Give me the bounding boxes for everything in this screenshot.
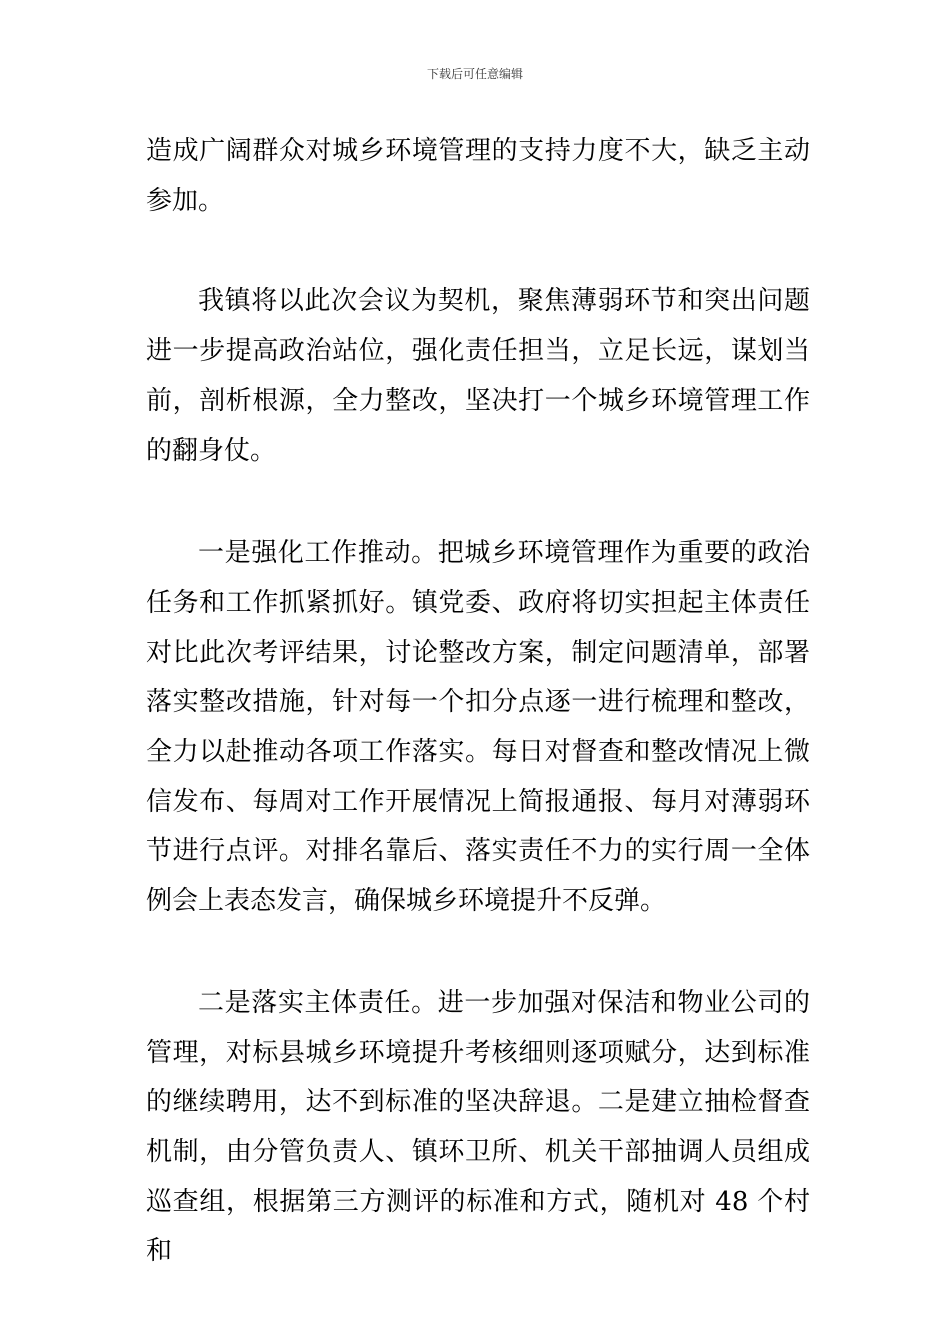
document-body	[146, 127, 810, 1277]
paragraph-point-one: 一是强化工作推动。把城乡环境管理作为重要的政治任务和工作抓紧抓好。镇党委、政府将切实担起主体责任对比此次考评结果，讨论整改方案，制定问题清单，部署落实整改措施，针对每一个扣分点逐一进行梳理和整改，全力以赴推动各项工作落实。每日对督查和整改情况上微信发布、每周对工作开展情况上简报通报、每月对薄弱环节进行点评。对排名靠后、落实责任不力的实行周一全体例会上表态发言，确保城乡环境提升不反弹。	[146, 538, 810, 917]
page-header: 下载后可任意编辑	[426, 67, 523, 81]
paragraph-point-two: 二是落实主体责任。进一步加强对保洁和物业公司的管理，对标县城乡环境提升考核细则逐项赋分，达到标准的继续聘用，达不到标准的坚决辞退。二是建立抽检督查机制，由分管负责人、镇环卫所、机关干部抽调人员组成巡查组，根据第三方测评的标准和方式，随机对 48 个村和	[146, 987, 810, 1267]
paragraph-continuation: 造成广阔群众对城乡环境管理的支持力度不大，缺乏主动参加。	[146, 136, 810, 216]
paragraph-intro: 我镇将以此次会议为契机，聚焦薄弱环节和突出问题进一步提高政治站位，强化责任担当，立足长远，谋划当前，剖析根源，全力整改，坚决打一个城乡环境管理工作的翻身仗。	[146, 286, 810, 466]
